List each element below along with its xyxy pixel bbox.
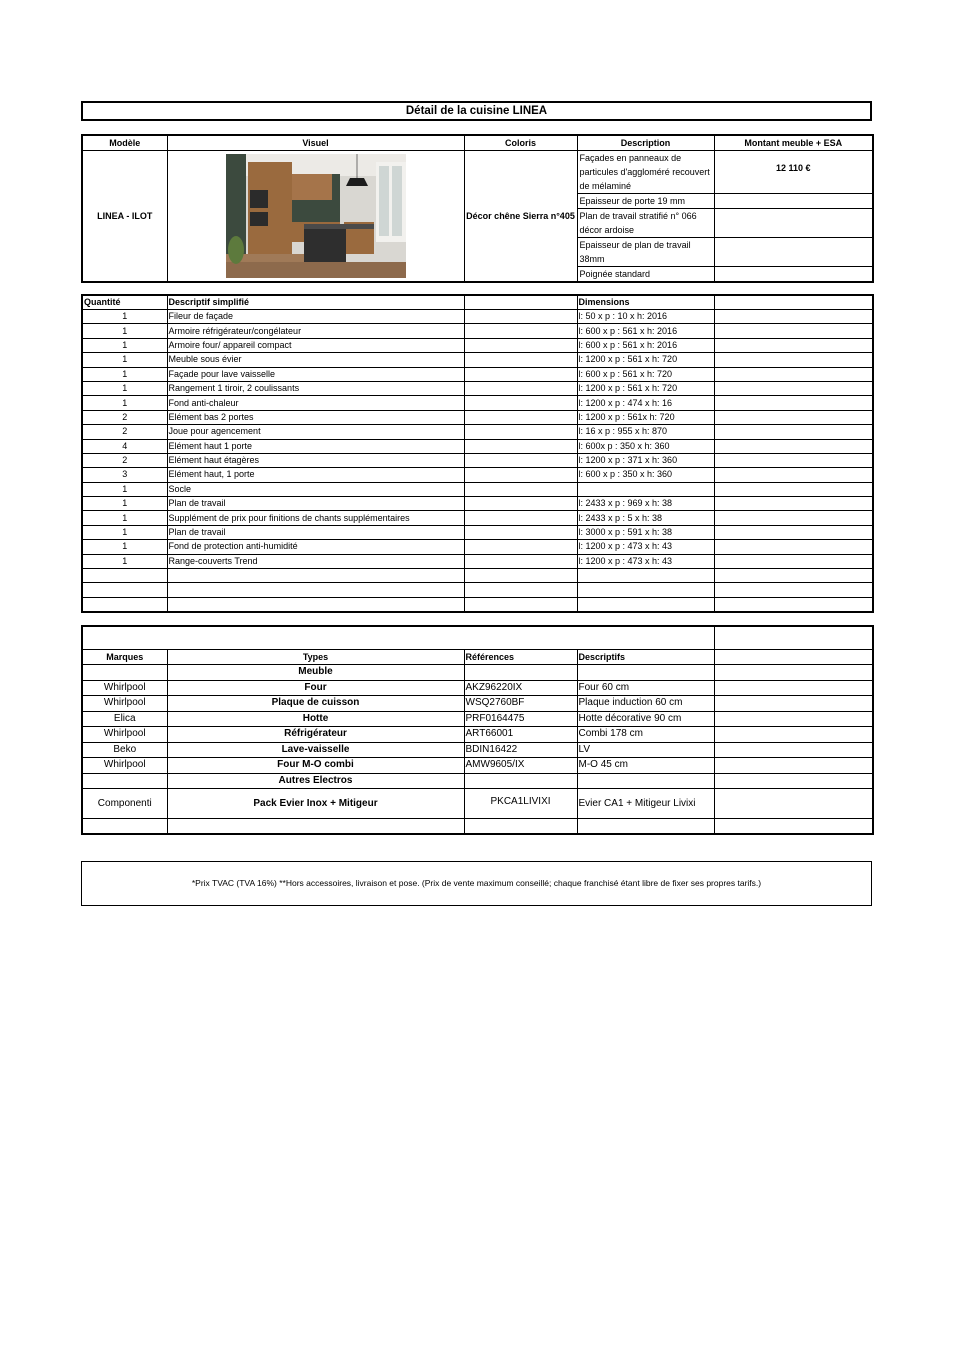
appliances-table (81, 625, 874, 835)
empty-cell (714, 353, 873, 367)
empty-cell (714, 569, 873, 583)
dimensions-cell: l: 600 x p : 561 x h: 2016 (577, 338, 714, 352)
empty-cell (714, 696, 873, 712)
empty-cell (464, 554, 577, 568)
empty-cell (714, 511, 873, 525)
empty-cell (714, 410, 873, 424)
empty-cell (714, 453, 873, 467)
composition-row (82, 324, 873, 338)
header-marques: Marques (82, 649, 167, 665)
header-descriptifs: Descriptifs (577, 649, 714, 665)
empty-cell (82, 819, 167, 835)
empty-cell (714, 742, 873, 758)
descriptif-cell: LV (577, 742, 714, 758)
composition-row (82, 569, 873, 583)
empty-cell (714, 711, 873, 727)
appliance-row (82, 758, 873, 774)
type-cell: Four M-O combi (167, 758, 464, 774)
empty-cell (464, 773, 577, 789)
composition-row (82, 525, 873, 539)
empty-cell (464, 353, 577, 367)
empty-cell (464, 410, 577, 424)
descriptif-cell: Fond anti-chaleur (167, 396, 464, 410)
header-quantite: Quantité (82, 295, 167, 310)
empty-cell (577, 665, 714, 681)
empty-cell (714, 381, 873, 395)
reference-cell: AKZ96220IX (464, 680, 577, 696)
composition-header (82, 295, 873, 310)
section-row (82, 773, 873, 789)
composition-row (82, 583, 873, 597)
empty-cell (714, 266, 873, 282)
empty-cell (714, 396, 873, 410)
quantity-cell: 1 (82, 381, 167, 395)
empty-cell (714, 665, 873, 681)
empty-cell (714, 525, 873, 539)
empty-cell (714, 626, 873, 649)
brand-cell: Whirlpool (82, 680, 167, 696)
appliance-row (82, 742, 873, 758)
descriptif-cell: Meuble sous évier (167, 353, 464, 367)
dimensions-cell: l: 1200 x p : 473 x h: 43 (577, 554, 714, 568)
empty-cell (464, 665, 577, 681)
empty-cell (464, 439, 577, 453)
dimensions-cell: l: 1200 x p : 561x h: 720 (577, 410, 714, 424)
dimensions-cell: l: 600x p : 350 x h: 360 (577, 439, 714, 453)
descriptif-cell: Rangement 1 tiroir, 2 coulissants (167, 381, 464, 395)
composition-row (82, 511, 873, 525)
dimensions-cell: l: 1200 x p : 474 x h: 16 (577, 396, 714, 410)
composition-row (82, 468, 873, 482)
header-blank (464, 295, 577, 310)
header-visuel: Visuel (167, 135, 464, 150)
descriptif-cell: Hotte décorative 90 cm (577, 711, 714, 727)
description-line: Plan de travail stratifié n° 066 décor ardoise (577, 208, 714, 237)
type-cell: Hotte (167, 711, 464, 727)
descriptif-cell: Four 60 cm (577, 680, 714, 696)
composition-row (82, 439, 873, 453)
dimensions-cell: l: 600 x p : 561 x h: 2016 (577, 324, 714, 338)
coloris-value: Décor chêne Sierra n°405 (464, 150, 577, 282)
empty-cell (714, 773, 873, 789)
header-types: Types (167, 649, 464, 665)
appliance-row (82, 696, 873, 712)
descriptif-cell: Range-couverts Trend (167, 554, 464, 568)
quantity-cell: 3 (82, 468, 167, 482)
header-references: Références (464, 649, 577, 665)
appliances-header (82, 649, 873, 665)
empty-cell (714, 758, 873, 774)
reference-cell: AMW9605/IX (464, 758, 577, 774)
dimensions-cell (577, 482, 714, 496)
kitchen-image (226, 154, 406, 278)
dimensions-cell (577, 569, 714, 583)
composition-row (82, 410, 873, 424)
descriptif-cell (167, 583, 464, 597)
composition-row (82, 310, 873, 324)
dimensions-cell (577, 597, 714, 611)
empty-cell (464, 324, 577, 338)
reference-cell: BDIN16422 (464, 742, 577, 758)
header-dimensions: Dimensions (577, 295, 714, 310)
appliance-row (82, 711, 873, 727)
quantity-cell: 1 (82, 310, 167, 324)
type-cell: Pack Evier Inox + Mitigeur (167, 789, 464, 819)
descriptif-cell: Combi 178 cm (577, 727, 714, 743)
empty-cell (714, 468, 873, 482)
empty-cell (714, 425, 873, 439)
model-table (81, 134, 874, 283)
empty-cell (714, 680, 873, 696)
composition-table (81, 294, 874, 613)
empty-cell (464, 511, 577, 525)
empty-cell (714, 439, 873, 453)
dimensions-cell: l: 1200 x p : 473 x h: 43 (577, 540, 714, 554)
descriptif-cell: Joue pour agencement (167, 425, 464, 439)
empty-cell (577, 773, 714, 789)
descriptif-cell: Evier CA1 + Mitigeur Livixi (577, 789, 714, 819)
model-name: LINEA - ILOT (82, 150, 167, 282)
reference-cell: WSQ2760BF (464, 696, 577, 712)
empty-cell (714, 482, 873, 496)
descriptif-cell: Elément bas 2 portes (167, 410, 464, 424)
empty-cell (464, 367, 577, 381)
empty-cell (714, 193, 873, 208)
empty-cell (464, 597, 577, 611)
dimensions-cell: l: 1200 x p : 371 x h: 360 (577, 453, 714, 467)
type-cell: Réfrigérateur (167, 727, 464, 743)
section-row (82, 665, 873, 681)
empty-cell (714, 497, 873, 511)
empty-cell (82, 773, 167, 789)
quantity-cell: 1 (82, 540, 167, 554)
descriptif-cell: Fileur de façade (167, 310, 464, 324)
empty-cell (464, 425, 577, 439)
quantity-cell (82, 569, 167, 583)
quantity-cell (82, 583, 167, 597)
empty-cell (714, 819, 873, 835)
empty-cell (714, 237, 873, 266)
descriptif-cell: M-O 45 cm (577, 758, 714, 774)
composition-row (82, 381, 873, 395)
header-montant: Montant meuble + ESA (714, 135, 873, 150)
descriptif-cell (167, 597, 464, 611)
brand-cell: Whirlpool (82, 727, 167, 743)
kitchen-visual (167, 150, 464, 282)
quantity-cell (82, 597, 167, 611)
quantity-cell: 1 (82, 367, 167, 381)
empty-cell (464, 497, 577, 511)
empty-cell (714, 324, 873, 338)
descriptif-cell: Elément haut 1 porte (167, 439, 464, 453)
composition-row (82, 425, 873, 439)
empty-cell (714, 367, 873, 381)
quantity-cell: 1 (82, 353, 167, 367)
descriptif-cell: Plan de travail (167, 497, 464, 511)
empty-cell (714, 789, 873, 819)
header-descriptif: Descriptif simplifié (167, 295, 464, 310)
dimensions-cell: l: 2433 x p : 969 x h: 38 (577, 497, 714, 511)
composition-row (82, 482, 873, 496)
header-blank (714, 295, 873, 310)
page-title: Détail de la cuisine LINEA (81, 101, 872, 121)
header-description: Description (577, 135, 714, 150)
brand-cell: Beko (82, 742, 167, 758)
descriptif-cell: Plaque induction 60 cm (577, 696, 714, 712)
type-cell: Lave-vaisselle (167, 742, 464, 758)
reference-cell: PKCA1LIVIXI (464, 789, 577, 819)
extra-appliance-row (82, 789, 873, 819)
empty-cell (167, 819, 464, 835)
composition-row (82, 353, 873, 367)
empty-cell (714, 597, 873, 611)
composition-row (82, 453, 873, 467)
descriptif-cell: Fond de protection anti-humidité (167, 540, 464, 554)
empty-cell (464, 583, 577, 597)
quantity-cell: 1 (82, 497, 167, 511)
quantity-cell: 1 (82, 554, 167, 568)
quantity-cell: 1 (82, 482, 167, 496)
composition-row (82, 540, 873, 554)
descriptif-cell (167, 569, 464, 583)
description-line: Epaisseur de plan de travail 38mm (577, 237, 714, 266)
empty-cell (464, 453, 577, 467)
composition-row (82, 338, 873, 352)
price-note: *Prix TVAC (TVA 16%) **Hors accessoires, livraison et pose. (Prix de vente maximum conseillé; chaque franchisé étant libre de fixer ses propres tarifs.) (81, 861, 872, 906)
composition-row (82, 396, 873, 410)
empty-cell (714, 338, 873, 352)
quantity-cell: 2 (82, 410, 167, 424)
composition-row (82, 367, 873, 381)
descriptif-cell: Armoire four/ appareil compact (167, 338, 464, 352)
empty-cell (464, 381, 577, 395)
type-cell: Plaque de cuisson (167, 696, 464, 712)
empty-cell (464, 310, 577, 324)
dimensions-cell: l: 600 x p : 350 x h: 360 (577, 468, 714, 482)
dimensions-cell: l: 1200 x p : 561 x h: 720 (577, 353, 714, 367)
descriptif-cell: Armoire réfrigérateur/congélateur (167, 324, 464, 338)
dimensions-cell (577, 583, 714, 597)
composition-row (82, 597, 873, 611)
appliances-top-row (82, 626, 873, 649)
brand-cell: Componenti (82, 789, 167, 819)
section-autres-electros: Autres Electros (167, 773, 464, 789)
empty-cell (464, 396, 577, 410)
empty-row (82, 819, 873, 835)
dimensions-cell: l: 50 x p : 10 x h: 2016 (577, 310, 714, 324)
reference-cell: PRF0164475 (464, 711, 577, 727)
dimensions-cell: l: 2433 x p : 5 x h: 38 (577, 511, 714, 525)
quantity-cell: 1 (82, 338, 167, 352)
reference-cell: ART66001 (464, 727, 577, 743)
empty-cell (714, 583, 873, 597)
dimensions-cell: l: 1200 x p : 561 x h: 720 (577, 381, 714, 395)
appliance-row (82, 727, 873, 743)
composition-row (82, 497, 873, 511)
empty-cell (714, 540, 873, 554)
quantity-cell: 4 (82, 439, 167, 453)
empty-cell (82, 665, 167, 681)
empty-cell (577, 819, 714, 835)
header-coloris: Coloris (464, 135, 577, 150)
empty-cell (714, 727, 873, 743)
descriptif-cell: Elément haut étagères (167, 453, 464, 467)
description-line: Poignée standard (577, 266, 714, 282)
empty-cell (464, 569, 577, 583)
dimensions-cell: l: 3000 x p : 591 x h: 38 (577, 525, 714, 539)
composition-row (82, 554, 873, 568)
appliances-body (82, 680, 873, 773)
descriptif-cell: Supplément de prix pour finitions de chants supplémentaires (167, 511, 464, 525)
dimensions-cell: l: 600 x p : 561 x h: 720 (577, 367, 714, 381)
empty-cell (464, 338, 577, 352)
appliance-row (82, 680, 873, 696)
descriptif-cell: Façade pour lave vaisselle (167, 367, 464, 381)
quantity-cell: 1 (82, 511, 167, 525)
description-line: Epaisseur de porte 19 mm (577, 193, 714, 208)
quantity-cell: 1 (82, 324, 167, 338)
empty-cell (464, 468, 577, 482)
empty-cell (714, 310, 873, 324)
header-blank (714, 649, 873, 665)
empty-cell (464, 482, 577, 496)
empty-cell (464, 525, 577, 539)
descriptif-cell: Plan de travail (167, 525, 464, 539)
composition-body (82, 310, 873, 612)
brand-cell: Elica (82, 711, 167, 727)
empty-cell (464, 540, 577, 554)
brand-cell: Whirlpool (82, 758, 167, 774)
section-meuble: Meuble (167, 665, 464, 681)
quantity-cell: 1 (82, 396, 167, 410)
descriptif-cell: Elément haut, 1 porte (167, 468, 464, 482)
empty-cell (464, 819, 577, 835)
empty-cell (82, 626, 714, 649)
quantity-cell: 1 (82, 525, 167, 539)
descriptif-cell: Socle (167, 482, 464, 496)
empty-cell (714, 554, 873, 568)
model-table-header (82, 135, 873, 150)
header-modele: Modèle (82, 135, 167, 150)
empty-cell (714, 208, 873, 237)
quantity-cell: 2 (82, 453, 167, 467)
quantity-cell: 2 (82, 425, 167, 439)
brand-cell: Whirlpool (82, 696, 167, 712)
type-cell: Four (167, 680, 464, 696)
price-value: 12 110 € (714, 150, 873, 193)
dimensions-cell: l: 16 x p : 955 x h: 870 (577, 425, 714, 439)
description-line: Façades en panneaux de particules d'aggloméré recouvert de mélaminé (577, 150, 714, 193)
